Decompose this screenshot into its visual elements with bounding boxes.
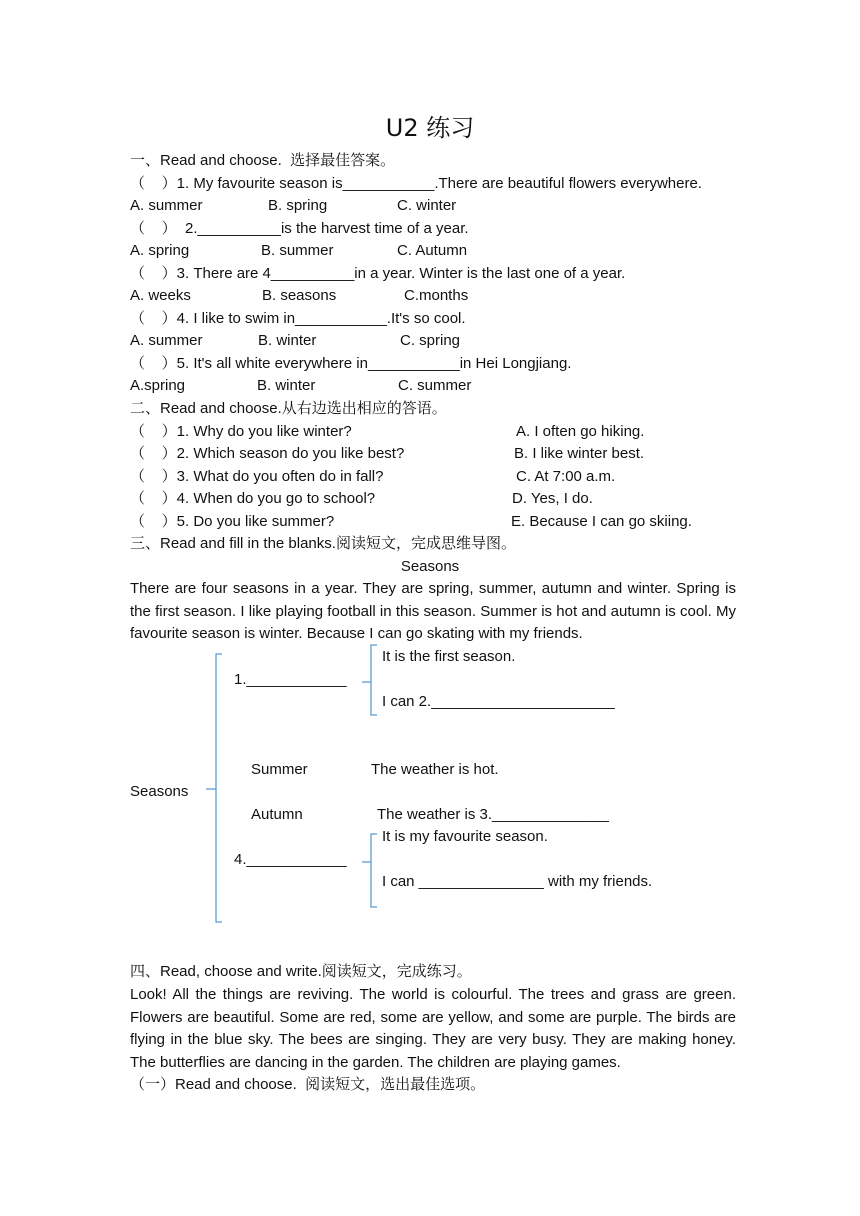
s1-q5-c: C. summer [398,377,472,394]
s1-q2-a: A. spring [130,242,190,259]
branch4-line1: It is my favourite season. [382,828,548,845]
branch-autumn: Autumn [251,806,303,823]
s2-a4: D. Yes, I do. [512,490,593,507]
s1-q2: （ ） 2.__________is the harvest time of a year. [130,220,469,237]
branch1-label: 1.____________ [234,671,347,688]
branch1-line2: I can 2.______________________ [382,693,615,710]
s2-q5: （ ）5. Do you like summer? [130,513,335,530]
s1-q3-c: C.months [404,287,469,304]
section4-heading: 四、Read, choose and write.阅读短文，完成练习。 [130,963,472,980]
section1-heading: 一、Read and choose. 选择最佳答案。 [130,152,396,169]
section3-heading: 三、Read and fill in the blanks.阅读短文，完成思维导图。 [130,535,516,552]
s1-q2-c: C. Autumn [397,242,468,259]
branch4-bracket [371,834,377,907]
s1-q5-a: A.spring [130,377,186,394]
s1-q4-b: B. winter [258,332,317,349]
passage-title: Seasons [400,558,460,575]
branch1-line1: It is the first season. [382,648,516,665]
s1-q4: （ ）4. I like to swim in___________.It's so cool. [130,310,466,327]
mindmap-root: Seasons [130,783,189,800]
s1-q4-a: A. summer [130,332,203,349]
s1-q1-b: B. spring [268,197,328,214]
s1-q5: （ ）5. It's all white everywhere in___________in Hei Longjiang. [130,355,572,372]
branch4-line2: I can _______________ with my friends. [382,873,653,890]
page-title: U2 练习 [385,114,475,142]
section4-passage: Look! All the things are reviving. The world is colourful. The trees and grass are green. Flowers are beautiful. Some are red, some are yellow, and some are purple. The birds are flying in the blue sky. The bees are singing. They are very busy. They are making honey. The butterflies are dancing in the garden. The children are playing games. [130,986,736,1071]
branch-summer: Summer [251,761,308,778]
s1-q1-a: A. summer [130,197,203,214]
s1-q2-b: B. summer [261,242,334,259]
s2-a2: B. I like winter best. [514,445,645,462]
root-bracket [216,654,222,922]
autumn-desc: The weather is 3.______________ [377,806,609,823]
section3-passage: There are four seasons in a year. They are spring, summer, autumn and winter. Spring is the first season. I like playing football in this season. Summer is hot and autumn is cool. My favourite season is winter. Because I can go skating with my friends. [130,580,736,643]
s2-q4: （ ）4. When do you go to school? [130,490,376,507]
summer-desc: The weather is hot. [371,761,499,778]
branch4-label: 4.____________ [234,851,347,868]
s2-q1: （ ）1. Why do you like winter? [130,423,352,440]
s2-q3: （ ）3. What do you often do in fall? [130,468,384,485]
s1-q3: （ ）3. There are 4__________in a year. Winter is the last one of a year. [130,265,626,282]
section4-sub1: （一）Read and choose. 阅读短文，选出最佳选项。 [130,1076,486,1093]
s1-q1: （ ）1. My favourite season is___________.There are beautiful flowers everywhere. [130,175,702,192]
s2-a3: C. At 7:00 a.m. [516,468,616,485]
s1-q3-b: B. seasons [262,287,337,304]
branch1-bracket [371,645,377,715]
s1-q1-c: C. winter [397,197,457,214]
s2-q2: （ ）2. Which season do you like best? [130,445,405,462]
s1-q5-b: B. winter [257,377,316,394]
s2-a1: A. I often go hiking. [516,423,645,440]
s1-q4-c: C. spring [400,332,461,349]
s2-a5: E. Because I can go skiing. [511,513,692,530]
s1-q3-a: A. weeks [130,287,191,304]
section2-heading: 二、Read and choose.从右边选出相应的答语。 [130,400,447,417]
